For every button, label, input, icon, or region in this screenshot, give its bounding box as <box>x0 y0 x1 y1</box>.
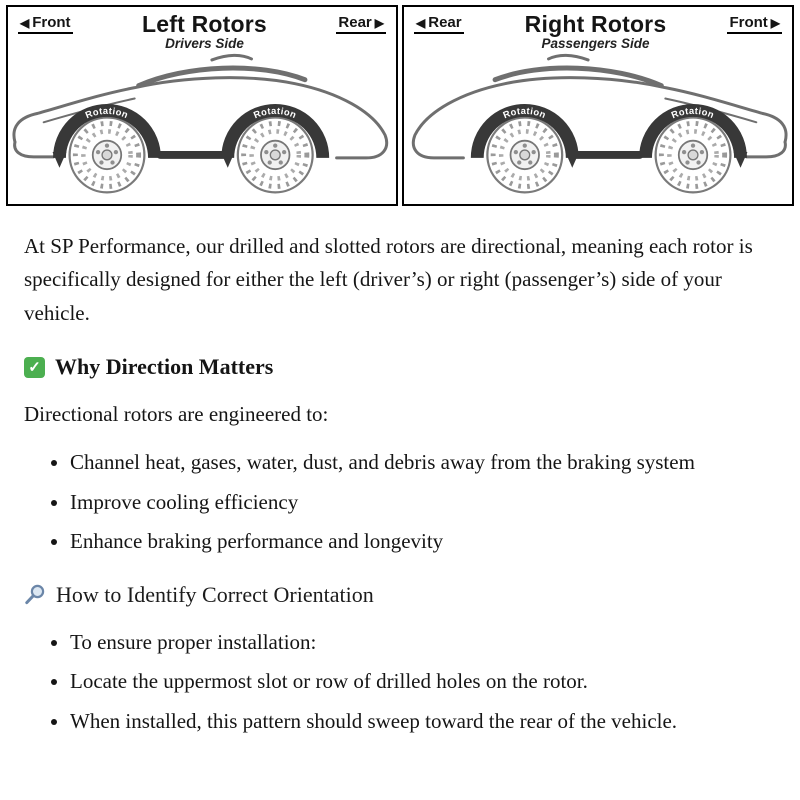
rear-label-text: Rear <box>338 14 372 31</box>
list-item: • To ensure proper installation: <box>70 626 778 659</box>
panel-subtitle: Drivers Side <box>165 36 244 52</box>
list-item: • Enhance braking performance and longevity <box>70 525 778 558</box>
rear-direction-label <box>336 14 386 34</box>
left-panel-titles <box>73 12 337 51</box>
front-label-text: Front <box>729 14 768 31</box>
rotation-label: Rotation <box>83 104 131 121</box>
check-icon: ✓ <box>24 357 45 378</box>
rear-direction-label <box>414 14 464 34</box>
right-arrow-icon: ▶ <box>374 15 384 30</box>
rotor-direction-diagram <box>6 5 794 206</box>
front-direction-label <box>18 14 73 34</box>
article-body <box>0 206 800 768</box>
rotation-arrowhead <box>53 152 67 168</box>
list-item: • Improve cooling efficiency <box>70 486 778 519</box>
panel-title: Right Rotors <box>524 11 667 37</box>
rear-label-text: Rear <box>428 14 462 31</box>
left-arrow-icon: ◀ <box>416 15 426 30</box>
list-item: • Channel heat, gases, water, dust, and debris away from the braking system <box>70 446 778 479</box>
orientation-list <box>24 626 778 738</box>
engineered-lead: Directional rotors are engineered to: <box>24 402 329 427</box>
front-direction-label <box>727 14 782 34</box>
rotation-arrowhead <box>221 152 235 168</box>
rotation-arrowhead <box>565 152 579 168</box>
panel-title: Left Rotors <box>142 11 267 37</box>
front-label-text: Front <box>32 14 71 31</box>
list-item: • When installed, this pattern should sweep toward the rear of the vehicle. <box>70 705 778 738</box>
right-arrow-icon: ▶ <box>770 15 780 30</box>
rotation-label: Rotation <box>251 104 299 121</box>
panel-subtitle: Passengers Side <box>541 36 650 52</box>
left-rotors-panel <box>6 5 398 206</box>
orientation-heading <box>24 582 778 608</box>
list-item: • Locate the uppermost slot or row of drilled holes on the rotor. <box>70 665 778 698</box>
rotation-label: Rotation <box>501 104 549 121</box>
right-panel-header <box>404 7 792 51</box>
why-direction-list <box>24 446 778 558</box>
right-panel-titles <box>464 12 728 51</box>
why-direction-heading <box>24 354 778 380</box>
rotation-arrowhead <box>734 152 748 168</box>
intro-paragraph: At SP Performance, our drilled and slotted rotors are directional, meaning each rotor is specifically designed for either the left (driver’s) or right (passenger’s) side of your vehicle. <box>24 233 753 325</box>
heading-text: How to Identify Correct Orientation <box>56 581 374 607</box>
left-panel-header <box>8 7 396 51</box>
left-arrow-icon: ◀ <box>20 15 30 30</box>
right-rotors-car-illustration <box>404 53 792 203</box>
heading-text: Why Direction Matters <box>55 354 274 380</box>
rotation-label: Rotation <box>669 104 717 121</box>
magnifier-icon <box>24 584 46 606</box>
right-rotors-panel <box>402 5 794 206</box>
left-rotors-car-illustration <box>8 53 396 203</box>
